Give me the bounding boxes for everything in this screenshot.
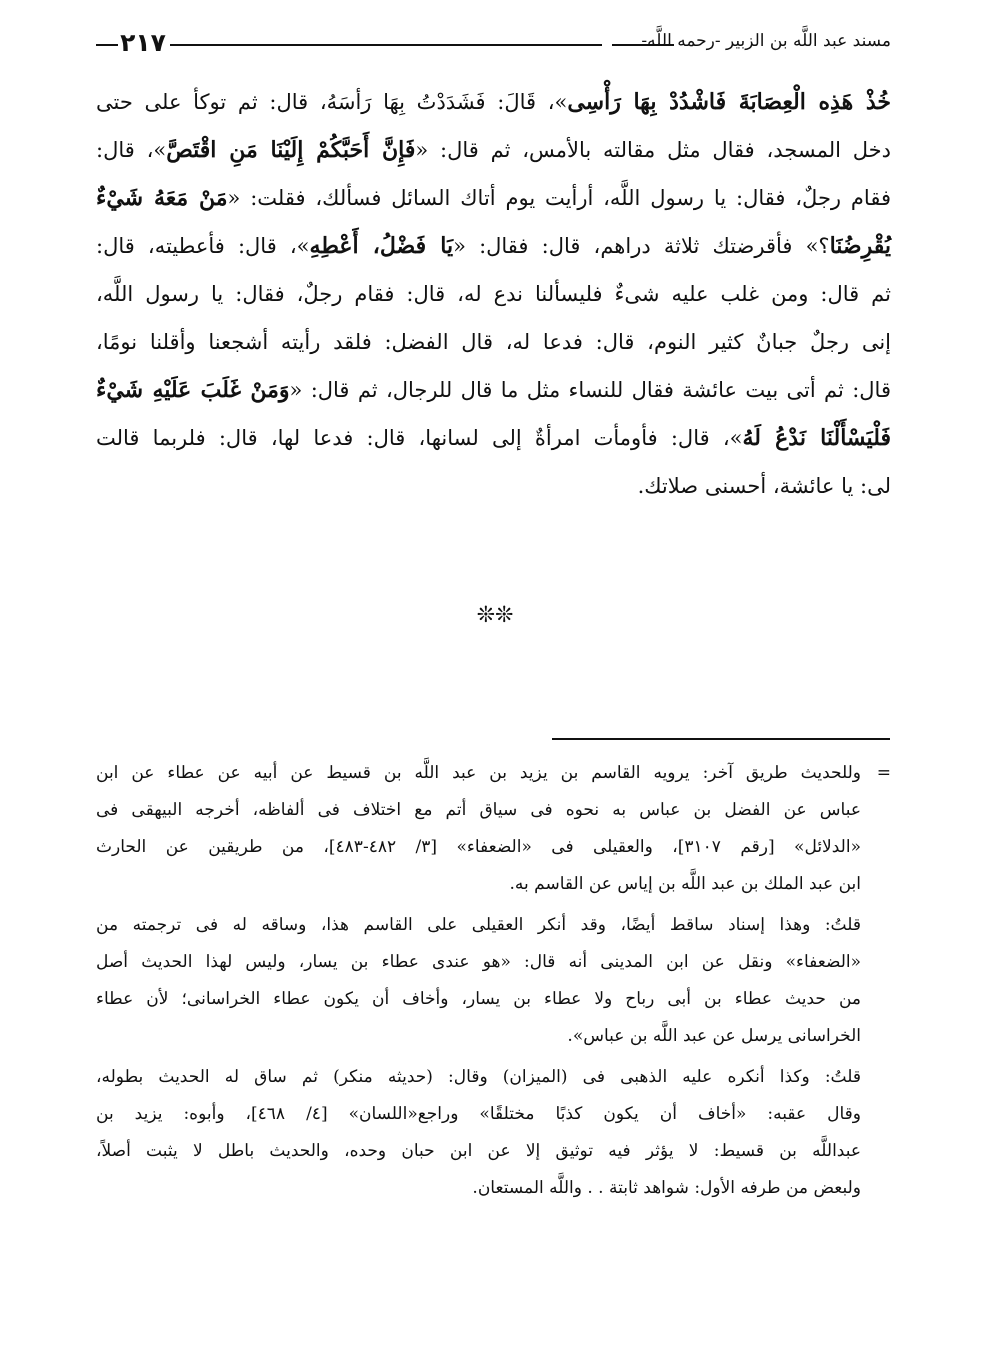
footnote-block-2 xyxy=(96,907,891,1055)
main-line-3: فقام رجلٌ، فقال: يا رسول اللَّه، أرأيت يوم أتاك السائل فسألك، فقلت: «مَنْ مَعَهُ شَيْءٌ xyxy=(96,185,891,211)
hadith-quote: فَلْيَسْأَلْنَا نَدْعُ لَهُ xyxy=(742,425,891,451)
main-line-7: قال: ثم أتى بيت عائشة فقال للنساء مثل ما قال للرجال، ثم قال: «وَمَنْ غَلَبَ عَلَيْهِ شَيْءٌ xyxy=(96,377,891,403)
footnotes xyxy=(96,755,891,1207)
header-rule-left xyxy=(96,44,118,46)
main-line-2: دخل المسجد، فقال مثل مقالته بالأمس، ثم قال: «فَإِنَّ أَحَبَّكُمْ إِلَيْنَا مَنِ اقْتَصَّ»، قال: xyxy=(96,137,891,163)
continuation-marker: = xyxy=(876,763,891,783)
footnote-line: ابن عبد الملك بن عبد اللَّه بن إياس عن القاسم به. xyxy=(509,874,861,894)
main-line-4: يُقْرِضُنَا؟» فأقرضتك ثلاثة دراهم، قال: فقال: «يَا فَضْلُ، أَعْطِهِ»، قال: فأعطيته، قال: xyxy=(96,233,891,259)
footnote-line: «الدلائل» [رقم ٣١٠٧]، والعقيلى فى «الضعفاء» [٣/ ٤٨٢-٤٨٣]، من طريقين عن الحارث xyxy=(96,837,861,857)
hadith-quote: خُذْ هَذِه الْعِصَابَةَ فَاشْدُدْ بِهَا رَأْسِى xyxy=(567,89,891,115)
footnote-block-1 xyxy=(96,755,891,903)
section-separator: ❊❊ xyxy=(476,603,514,628)
main-text xyxy=(96,78,891,510)
main-line-1: خُذْ هَذِه الْعِصَابَةَ فَاشْدُدْ بِهَا رَأْسِى»، قَالَ: فَشَدَدْتُ بِهَا رَأسَهُ، قال: ثم توكأ على حتى xyxy=(96,89,891,115)
hadith-quote: مَنْ مَعَهُ شَيْءٌ xyxy=(96,185,228,211)
footnote-line: قلتُ: وكذا أنكره عليه الذهبى فى (الميزان) وقال: (حديثه منكر) ثم ساق له الحديث بطوله، xyxy=(96,1067,861,1087)
footnote-line: عبداللَّه بن قسيط: لا يؤثر فيه توثيق إلا عن ابن حبان وحده، والحديث باطل لا يثبت أصلاً، xyxy=(96,1141,861,1161)
footnote-line: وقال عقبه: «أخاف أن يكون كذبًا مختلقًا» وراجع«اللسان» [٤/ ٤٦٨]، وأبوه: يزيد بن xyxy=(96,1104,861,1124)
main-line-9: لى: يا عائشة، أحسنى صلاتك. xyxy=(637,474,891,498)
hadith-quote: يُقْرِضُنَا xyxy=(829,233,891,259)
footnote-line: قلتُ: وهذا إسناد ساقط أيضًا، وقد أنكر العقيلى على القاسم هذا، وساقه له فى ترجمته من xyxy=(96,915,861,935)
footnote-block-3 xyxy=(96,1059,891,1207)
footnote-line: عباس عن الفضل بن عباس به نحوه فى سياق أتم مع اختلاف فى ألفاظه، أخرجه البيهقى فى xyxy=(96,800,861,820)
footnote-line: وللحديث طريق آخر: يرويه القاسم بن يزيد بن عبد اللَّه بن قسيط عن أبيه عن عطاء عن ابن xyxy=(96,763,861,783)
hadith-quote: يَا فَضْلُ، أَعْطِهِ xyxy=(309,233,454,259)
main-line-5: ثم قال: ومن غلب عليه شىءٌ فليسألنا ندع له، قال: فقام رجلٌ، فقال: يا رسول اللَّه، xyxy=(96,282,891,306)
footnote-line: «الضعفاء» ونقل عن ابن المدينى أنه قال: «هو عندى عطاء بن يسار، وليس لهذا الحديث أصل xyxy=(96,952,861,972)
page-number: ٢١٧ xyxy=(120,28,166,57)
main-line-8: فَلْيَسْأَلْنَا نَدْعُ لَهُ»، قال: فأومأت امرأةٌ إلى لسانها، قال: فدعا لها، قال: فلربما قالت xyxy=(96,425,891,451)
footnote-line: من حديث عطاء بن أبى رباح ولا عطاء بن يسار، وأخاف أن يكون عطاء الخراسانى؛ لأن عطاء xyxy=(96,989,861,1009)
hadith-quote: وَمَنْ غَلَبَ عَلَيْهِ شَيْءٌ xyxy=(96,377,290,403)
running-title: مسند عبد اللَّه بن الزبير -رحمه اللَّه- xyxy=(641,31,891,51)
hadith-quote: فَإِنَّ أَحَبَّكُمْ إِلَيْنَا مَنِ اقْتَصَّ xyxy=(166,137,416,163)
header-rule-middle xyxy=(170,44,602,46)
footnote-line: الخراسانى يرسل عن عبد اللَّه بن عباس». xyxy=(567,1026,861,1046)
footnote-rule xyxy=(552,738,890,740)
main-line-6: إنى رجلٌ جبانٌ كثير النوم، قال: فدعا له، قال الفضل: فلقد رأيته أشجعنا وأقلنا نومًا، xyxy=(96,330,891,354)
footnote-line: ولبعض من طرفه الأول: شواهد ثابتة . . واللَّه المستعان. xyxy=(472,1178,861,1198)
